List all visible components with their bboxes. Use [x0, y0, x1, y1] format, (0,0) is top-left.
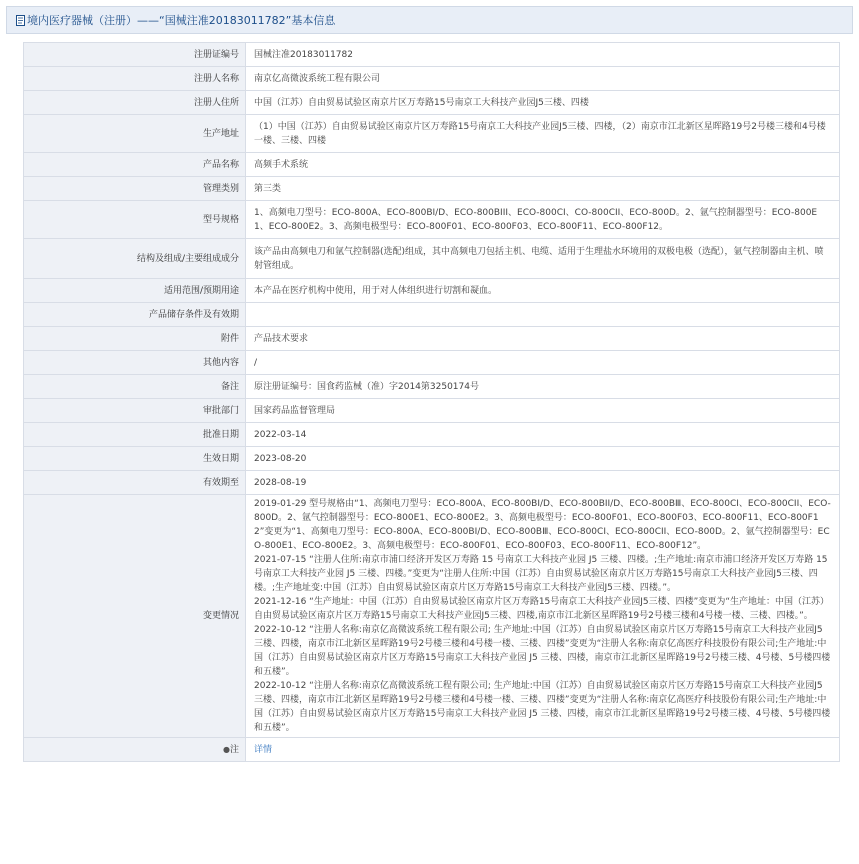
change-history	[246, 495, 840, 738]
field-value: 原注册证编号：国食药监械（准）字2014第3250174号	[246, 375, 840, 399]
change-entry: 2022-10-12 “注册人名称:南京亿高微波系统工程有限公司; 生产地址:中国（江苏）自由贸易试验区南京片区万寿路15号南京工大科技产业园J5三楼、四楼，南京市江北新区星晖路19号2号楼三楼和4号楼一楼、三楼、四楼”变更为“注册人名称:南京亿高医疗科技股份有限公司;生产地址:中国（江苏）自由贸易试验区南京片区万寿路15号南京工大科技产业园 J5 三楼、四楼，南京市江北新区星晖路19号2号楼三楼、4号楼、5号楼四楼和五楼”。	[254, 625, 831, 677]
field-value	[246, 303, 840, 327]
table-row	[24, 201, 840, 239]
field-value: 1、高频电刀型号：ECO-800A、ECO-800BI/D、ECO-800BIII、ECO-800CI、CO-800CII、ECO-800D。2、氩气控制器型号：ECO-800E1、ECO-800E2。3、高频电极型号：ECO-800F01、ECO-800F03、ECO-800F11、ECO-800F12。	[246, 201, 840, 239]
field-label: 生效日期	[24, 447, 246, 471]
table-row	[24, 399, 840, 423]
detail-link[interactable]: 详情	[254, 744, 273, 755]
table-row	[24, 67, 840, 91]
field-label: 附件	[24, 327, 246, 351]
field-label: 批准日期	[24, 423, 246, 447]
field-value: （1）中国（江苏）自由贸易试验区南京片区万寿路15号南京工大科技产业园J5三楼、四楼，（2）南京市江北新区星晖路19号2号楼三楼和4号楼一楼、三楼、四楼	[246, 115, 840, 153]
note-label-cell	[24, 738, 246, 762]
note-label: 注	[229, 744, 239, 755]
field-label: 其他内容	[24, 351, 246, 375]
field-value: /	[246, 351, 840, 375]
field-label: 有效期至	[24, 471, 246, 495]
field-label: 变更情况	[24, 495, 246, 738]
table-row	[24, 471, 840, 495]
field-label: 产品储存条件及有效期	[24, 303, 246, 327]
page-header	[6, 6, 853, 34]
table-row	[24, 327, 840, 351]
field-value: 该产品由高频电刀和氩气控制器(选配)组成，其中高频电刀包括主机、电缆、适用于生理盐水环境用的双极电极（选配），氩气控制器由主机、喷射管组成。	[246, 239, 840, 279]
table-row	[24, 423, 840, 447]
field-value: 2028-08-19	[246, 471, 840, 495]
field-value: 第三类	[246, 177, 840, 201]
table-row	[24, 279, 840, 303]
change-entry: 2021-07-15 “注册人住所:南京市浦口经济开发区万寿路 15 号南京工大科技产业园 J5 三楼、四楼。;生产地址:南京市浦口经济开发区万寿路 15 号南京工大科技产业园 J5 三楼、四楼。”变更为“注册人住所:中国（江苏）自由贸易试验区南京片区万寿路15号南京工大科技产业园J5三楼、四楼。;生产地址变:中国（江苏）自由贸易试验区南京片区万寿路15号南京工大科技产业园J5三楼、四楼。”。	[254, 555, 828, 593]
field-value: 南京亿高微波系统工程有限公司	[246, 67, 840, 91]
table-row	[24, 115, 840, 153]
field-label: 注册人住所	[24, 91, 246, 115]
table-row	[24, 447, 840, 471]
change-entry: 2019-01-29 型号规格由“1、高频电刀型号：ECO-800A、ECO-800BⅠ/D、ECO-800BII/D、ECO-800BⅢ、ECO-800CⅠ、ECO-800CII、ECO-800D。2、氩气控制器型号：ECO-800E1、ECO-800E2。3、高频电极型号：ECO-800F01、ECO-800F03、ECO-800F11、ECO-800F12”变更为“1、高频电刀型号：ECO-800A、ECO-800BⅠ/D、ECO-800BⅢ、ECO-800CⅠ、ECO-800CII、ECO-800D。2、氩气控制器型号：ECO-800E1、ECO-800E2。3、高频电极型号：ECO-800F01、ECO-800F03、ECO-800F11、ECO-800F12”。	[254, 499, 831, 551]
table-row	[24, 43, 840, 67]
table-row	[24, 177, 840, 201]
page-title: 境内医疗器械（注册）——“国械注准20183011782”基本信息	[27, 14, 336, 27]
field-label: 结构及组成/主要组成成分	[24, 239, 246, 279]
change-entry: 2021-12-16 “生产地址：中国（江苏）自由贸易试验区南京片区万寿路15号南京工大科技产业园J5三楼、四楼”变更为“生产地址：中国（江苏）自由贸易试验区南京片区万寿路15号南京工大科技产业园J5三楼、四楼,南京市江北新区星晖路19号2号楼三楼和4号楼一楼、三楼、四楼。”。	[254, 597, 829, 621]
field-label: 管理类别	[24, 177, 246, 201]
field-value: 高频手术系统	[246, 153, 840, 177]
table-row	[24, 153, 840, 177]
table-row	[24, 351, 840, 375]
field-label: 产品名称	[24, 153, 246, 177]
table-row	[24, 375, 840, 399]
change-entry: 2022-10-12 “注册人名称:南京亿高微波系统工程有限公司; 生产地址:中国（江苏）自由贸易试验区南京片区万寿路15号南京工大科技产业园J5三楼、四楼，南京市江北新区星晖路19号2号楼三楼和4号楼一楼、三楼、四楼”变更为“注册人名称:南京亿高医疗科技股份有限公司;生产地址:中国（江苏）自由贸易试验区南京片区万寿路15号南京工大科技产业园 J5 三楼、四楼，南京市江北新区星晖路19号2号楼三楼、4号楼、5号楼四楼和五楼”。	[254, 681, 831, 733]
field-label: 注册证编号	[24, 43, 246, 67]
table-row	[24, 495, 840, 738]
field-value: 本产品在医疗机构中使用，用于对人体组织进行切割和凝血。	[246, 279, 840, 303]
field-value: 2023-08-20	[246, 447, 840, 471]
field-value: 产品技术要求	[246, 327, 840, 351]
document-icon	[16, 15, 25, 26]
table-row	[24, 239, 840, 279]
info-table	[23, 42, 840, 762]
field-label: 注册人名称	[24, 67, 246, 91]
field-value: 国械注准20183011782	[246, 43, 840, 67]
field-label: 生产地址	[24, 115, 246, 153]
table-row	[24, 91, 840, 115]
field-label: 备注	[24, 375, 246, 399]
note-value	[246, 738, 840, 762]
table-row	[24, 303, 840, 327]
bullet-icon: ●	[223, 744, 230, 754]
field-value: 2022-03-14	[246, 423, 840, 447]
field-value: 国家药品监督管理局	[246, 399, 840, 423]
table-row	[24, 738, 840, 762]
field-value: 中国（江苏）自由贸易试验区南京片区万寿路15号南京工大科技产业园J5三楼、四楼	[246, 91, 840, 115]
field-label: 适用范围/预期用途	[24, 279, 246, 303]
field-label: 型号规格	[24, 201, 246, 239]
info-sheet	[23, 42, 840, 762]
field-label: 审批部门	[24, 399, 246, 423]
